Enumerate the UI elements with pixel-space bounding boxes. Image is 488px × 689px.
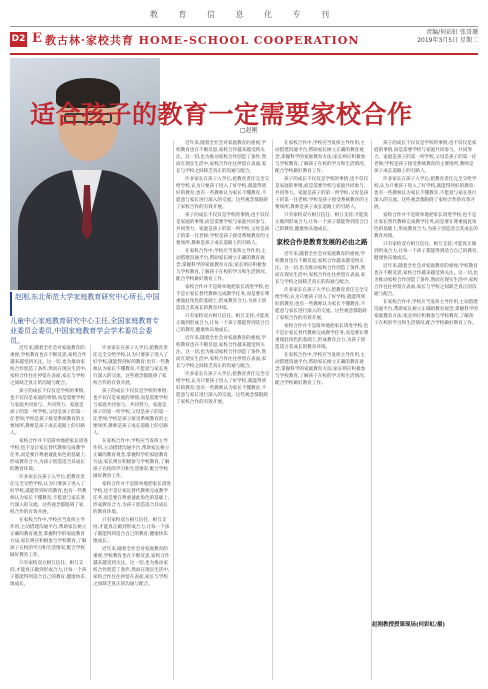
text-column-1 — [10, 345, 88, 680]
author-photo — [10, 58, 160, 290]
paragraph: 在家校合作中,学校应当发挥主导作用,主动搭建沟通平台,帮助家长树立正确的教育观念,掌握科学的家庭教育方法;家长则应积极参与学校教育,了解孩子在校的学习和生活情况,配合学校做好教育工作。 — [275, 141, 366, 174]
paragraph: 孩子的成长不仅仅是学校的事情,也不仅仅是家庭的事情,而是需要学校与家庭共同参与、共同努力。家庭是孩子的第一所学校,父母是孩子的第一任老师;学校是孩子接受系统教育的主要场所,教师是孩子成长道路上的引路人。 — [374, 141, 477, 174]
paragraph: 许多家长在孩子入学后,把教育责任完全交给学校,认为只要孩子进入了好学校,就能得到好的教育;也有一些教师认为家长不懂教育,不愿意与家长进行深入的交流。这些观念都阻碍了家校合作的有效开展。 — [176, 372, 270, 405]
paragraph: 近年来,随着全社会对家庭教育的重视,学校教育也在不断反思,家校合作越来越受到关注。这一切,也为推动家校合作创造了条件,然而在现实生活中,家校合作往往停留在表面,家长与学校之间缺乏真正的沟通与配合。 — [176, 141, 267, 174]
column-divider — [371, 140, 372, 680]
column-divider — [272, 140, 273, 680]
paragraph: 在家校合作中,学校应当发挥主导作用,主动搭建沟通平台,帮助家长树立正确的教育观念,掌握科学的家庭教育方法;家长则应积极参与学校教育,了解孩子在校的学习和生活情况,配合学校做好教育工作。 — [10, 518, 87, 558]
paragraph: 在家校合作中,学校应当发挥主导作用,主动搭建沟通平台,帮助家长树立正确的教育观念,掌握科学的家庭教育方法;家长则应积极参与学校教育,了解孩子在校的学习和生活情况,配合学校做好教育工作。 — [176, 249, 267, 282]
paragraph: 许多家长在孩子入学后,把教育责任完全交给学校,认为只要孩子进入了好学校,就能得到好的教育;也有一些教师认为家长不懂教育,不愿意与家长进行深入的交流。这些观念都阻碍了家校合作的有效开展。 — [374, 177, 477, 210]
paragraph: 孩子的成长不仅仅是学校的事情,也不仅仅是家庭的事情,而是需要学校与家庭共同参与、共同努力。家庭是孩子的第一所学校,父母是孩子的第一任老师;学校是孩子接受系统教育的主要场所,教师是孩子成长道路上的引路人。 — [176, 213, 270, 246]
paragraph: 许多家长在孩子入学后,把教育责任完全交给学校,认为只要孩子进入了好学校,就能得到好的教育;也有一些教师认为家长不懂教育,不愿意与家长进行深入的交流。这些观念都阻碍了家校合作的有效开展。 — [275, 288, 369, 321]
paragraph: 家校合作并不是简单地把家长请进学校,也不是让家长替代教师完成教学任务,而是要在尊重彼此角色的基础上,形成教育合力,为孩子创造适合其成长的教育环境。 — [374, 213, 478, 239]
paragraph: 在家校合作中,学校应当发挥主导作用,主动搭建沟通平台,帮助家长树立正确的教育观念,掌握科学的家庭教育方法;家长则应积极参与学校教育,了解孩子在校的学习和生活情况,配合学校做好教育工作。 — [374, 300, 478, 326]
paragraph: 孩子的成长不仅仅是学校的事情,也不仅仅是家庭的事情,而是需要学校与家庭共同参与、共同努力。家庭是孩子的第一所学校,父母是孩子的第一任老师;学校是孩子接受系统教育的主要场所,教师是孩子成长道路上的引路人。 — [93, 389, 169, 436]
paragraph: 孩子的成长不仅仅是学校的事情,也不仅仅是家庭的事情,而是需要学校与家庭共同参与、共同努力。家庭是孩子的第一所学校,父母是孩子的第一任老师;学校是孩子接受系统教育的主要场所,教师是孩子成长道路上的引路人。 — [275, 177, 369, 210]
header-rule — [10, 53, 478, 55]
date-line: 2019年3月5日 星期二 — [417, 37, 478, 44]
paragraph: 家校合作并不是简单地把家长请进学校,也不是让家长替代教师完成教学任务,而是要在尊重彼此角色的基础上,形成教育合力,为孩子创造适合其成长的教育环境。 — [93, 482, 171, 515]
column-divider — [173, 140, 174, 680]
paragraph: 许多家长在孩子入学后,把教育责任完全交给学校,认为只要孩子进入了好学校,就能得到好的教育;也有一些教师认为家长不懂教育,不愿意与家长进行深入的交流。这些观念都阻碍了家校合作的有效开展。 — [93, 346, 170, 386]
paragraph: 家校合作并不是简单地把家长请进学校,也不是让家长替代教师完成教学任务,而是要在尊重彼此角色的基础上,形成教育合力,为孩子创造适合其成长的教育环境。 — [10, 439, 88, 472]
text-column-4 — [275, 140, 369, 680]
text-column-3 — [176, 140, 270, 680]
paragraph: 近年来,随着全社会对家庭教育的重视,学校教育也在不断反思,家校合作越来越受到关注。这一切,也为推动家校合作创造了条件,然而在现实生活中,家校合作往往停留在表面,家长与学校之间缺乏真正的沟通与配合。 — [10, 346, 87, 386]
paragraph: 近年来,随着全社会对家庭教育的重视,学校教育也在不断反思,家校合作越来越受到关注。这一切,也为推动家校合作创造了条件,然而在现实生活中,家校合作往往停留在表面,家长与学校之间缺乏真正的沟通与配合。 — [374, 264, 478, 297]
paragraph: 只有家校双方相互信任、相互支持,才能真正做到形成合力,让每一个孩子都能得到适合自己的教育,健康快乐地成长。 — [10, 561, 87, 587]
photo-caption — [10, 292, 162, 346]
caption-text: 赵刚,东北师范大学家庭教育研究中心所长,中国儿童中心家庭教育研究中心主任,全国家庭教育专业委员会委员,中国家庭教育学会学术委员会委员。 — [10, 293, 160, 345]
paragraph: 近年来,随着全社会对家庭教育的重视,学校教育也在不断反思,家校合作越来越受到关注。这一切,也为推动家校合作创造了条件,然而在现实生活中,家校合作往往停留在表面,家长与学校之间缺乏真正的沟通与配合。 — [176, 336, 267, 369]
text-column-5 — [374, 140, 478, 618]
top-banner: 教 育 信 息 化 专 刊 — [149, 10, 339, 19]
text-column-2 — [93, 345, 171, 680]
paragraph: 只有家校双方相互信任、相互支持,才能真正做到形成合力,让每一个孩子都能得到适合自己的教育,健康快乐地成长。 — [275, 213, 369, 232]
paragraph: 近年来,随着全社会对家庭教育的重视,学校教育也在不断反思,家校合作越来越受到关注。这一切,也为推动家校合作创造了条件,然而在现实生活中,家校合作往往停留在表面,家长与学校之间缺乏真正的沟通与配合。 — [275, 252, 366, 285]
article-title: 适合孩子的教育一定需要家校合作 — [30, 100, 413, 129]
caption-bar — [10, 292, 12, 316]
paragraph: 近年来,随着全社会对家庭教育的重视,学校教育也在不断反思,家校合作越来越受到关注。这一切,也为推动家校合作创造了条件,然而在现实生活中,家校合作往往停留在表面,家长与学校之间缺乏真正的沟通与配合。 — [93, 547, 170, 587]
section-letter: E — [32, 31, 42, 46]
paragraph: 许多家长在孩子入学后,把教育责任完全交给学校,认为只要孩子进入了好学校,就能得到好的教育;也有一些教师认为家长不懂教育,不愿意与家长进行深入的交流。这些观念都阻碍了家校合作的有效开展。 — [176, 177, 270, 210]
top-rule — [10, 26, 478, 27]
paragraph: 在家校合作中,学校应当发挥主导作用,主动搭建沟通平台,帮助家长树立正确的教育观念,掌握科学的家庭教育方法;家长则应积极参与学校教育,了解孩子在校的学习和生活情况,配合学校做好教育工作。 — [93, 439, 170, 479]
paragraph: 家校合作并不是简单地把家长请进学校,也不是让家长替代教师完成教学任务,而是要在尊重彼此角色的基础上,形成教育合力,为孩子创造适合其成长的教育环境。 — [275, 324, 369, 350]
paragraph: 家校合作并不是简单地把家长请进学校,也不是让家长替代教师完成教学任务,而是要在尊重彼此角色的基础上,形成教育合力,为孩子创造适合其成长的教育环境。 — [176, 285, 270, 311]
header-meta — [378, 29, 478, 45]
paragraph: 只有家校双方相互信任、相互支持,才能真正做到形成合力,让每一个孩子都能得到适合自己的教育,健康快乐地成长。 — [176, 314, 270, 333]
paragraph: 许多家长在孩子入学后,把教育责任完全交给学校,认为只要孩子进入了好学校,就能得到好的教育;也有一些教师认为家长不懂教育,不愿意与家长进行深入的交流。这些观念都阻碍了家校合作的有效开展。 — [10, 475, 87, 515]
paragraph: 只有家校双方相互信任、相互支持,才能真正做到形成合力,让每一个孩子都能得到适合自己的教育,健康快乐地成长。 — [374, 242, 478, 261]
paragraph: 在家校合作中,学校应当发挥主导作用,主动搭建沟通平台,帮助家长树立正确的教育观念,掌握科学的家庭教育方法;家长则应积极参与学校教育,了解孩子在校的学习和生活情况,配合学校做好教育工作。 — [275, 353, 366, 386]
page-badge: D2 — [10, 32, 27, 47]
section-subhead: 家校合作是教育发展的必由之路 — [276, 238, 368, 246]
photo-credit: 赵刚教授授课现场(何彩虹/摄) — [372, 622, 446, 628]
section-title: 教古林·家校共育 HOME-SCHOOL COOPERATION — [45, 34, 360, 47]
paragraph: 只有家校双方相互信任、相互支持,才能真正做到形成合力,让每一个孩子都能得到适合自己的教育,健康快乐地成长。 — [93, 518, 170, 544]
page-header — [10, 29, 478, 51]
paragraph: 孩子的成长不仅仅是学校的事情,也不仅仅是家庭的事情,而是需要学校与家庭共同参与、共同努力。家庭是孩子的第一所学校,父母是孩子的第一任老师;学校是孩子接受系统教育的主要场所,教师是孩子成长道路上的引路人。 — [10, 389, 86, 436]
article-byline: □赵刚 — [240, 127, 258, 134]
editor-line: 责编/何彩虹 张哥珊 — [426, 29, 478, 36]
column-divider — [90, 345, 91, 680]
